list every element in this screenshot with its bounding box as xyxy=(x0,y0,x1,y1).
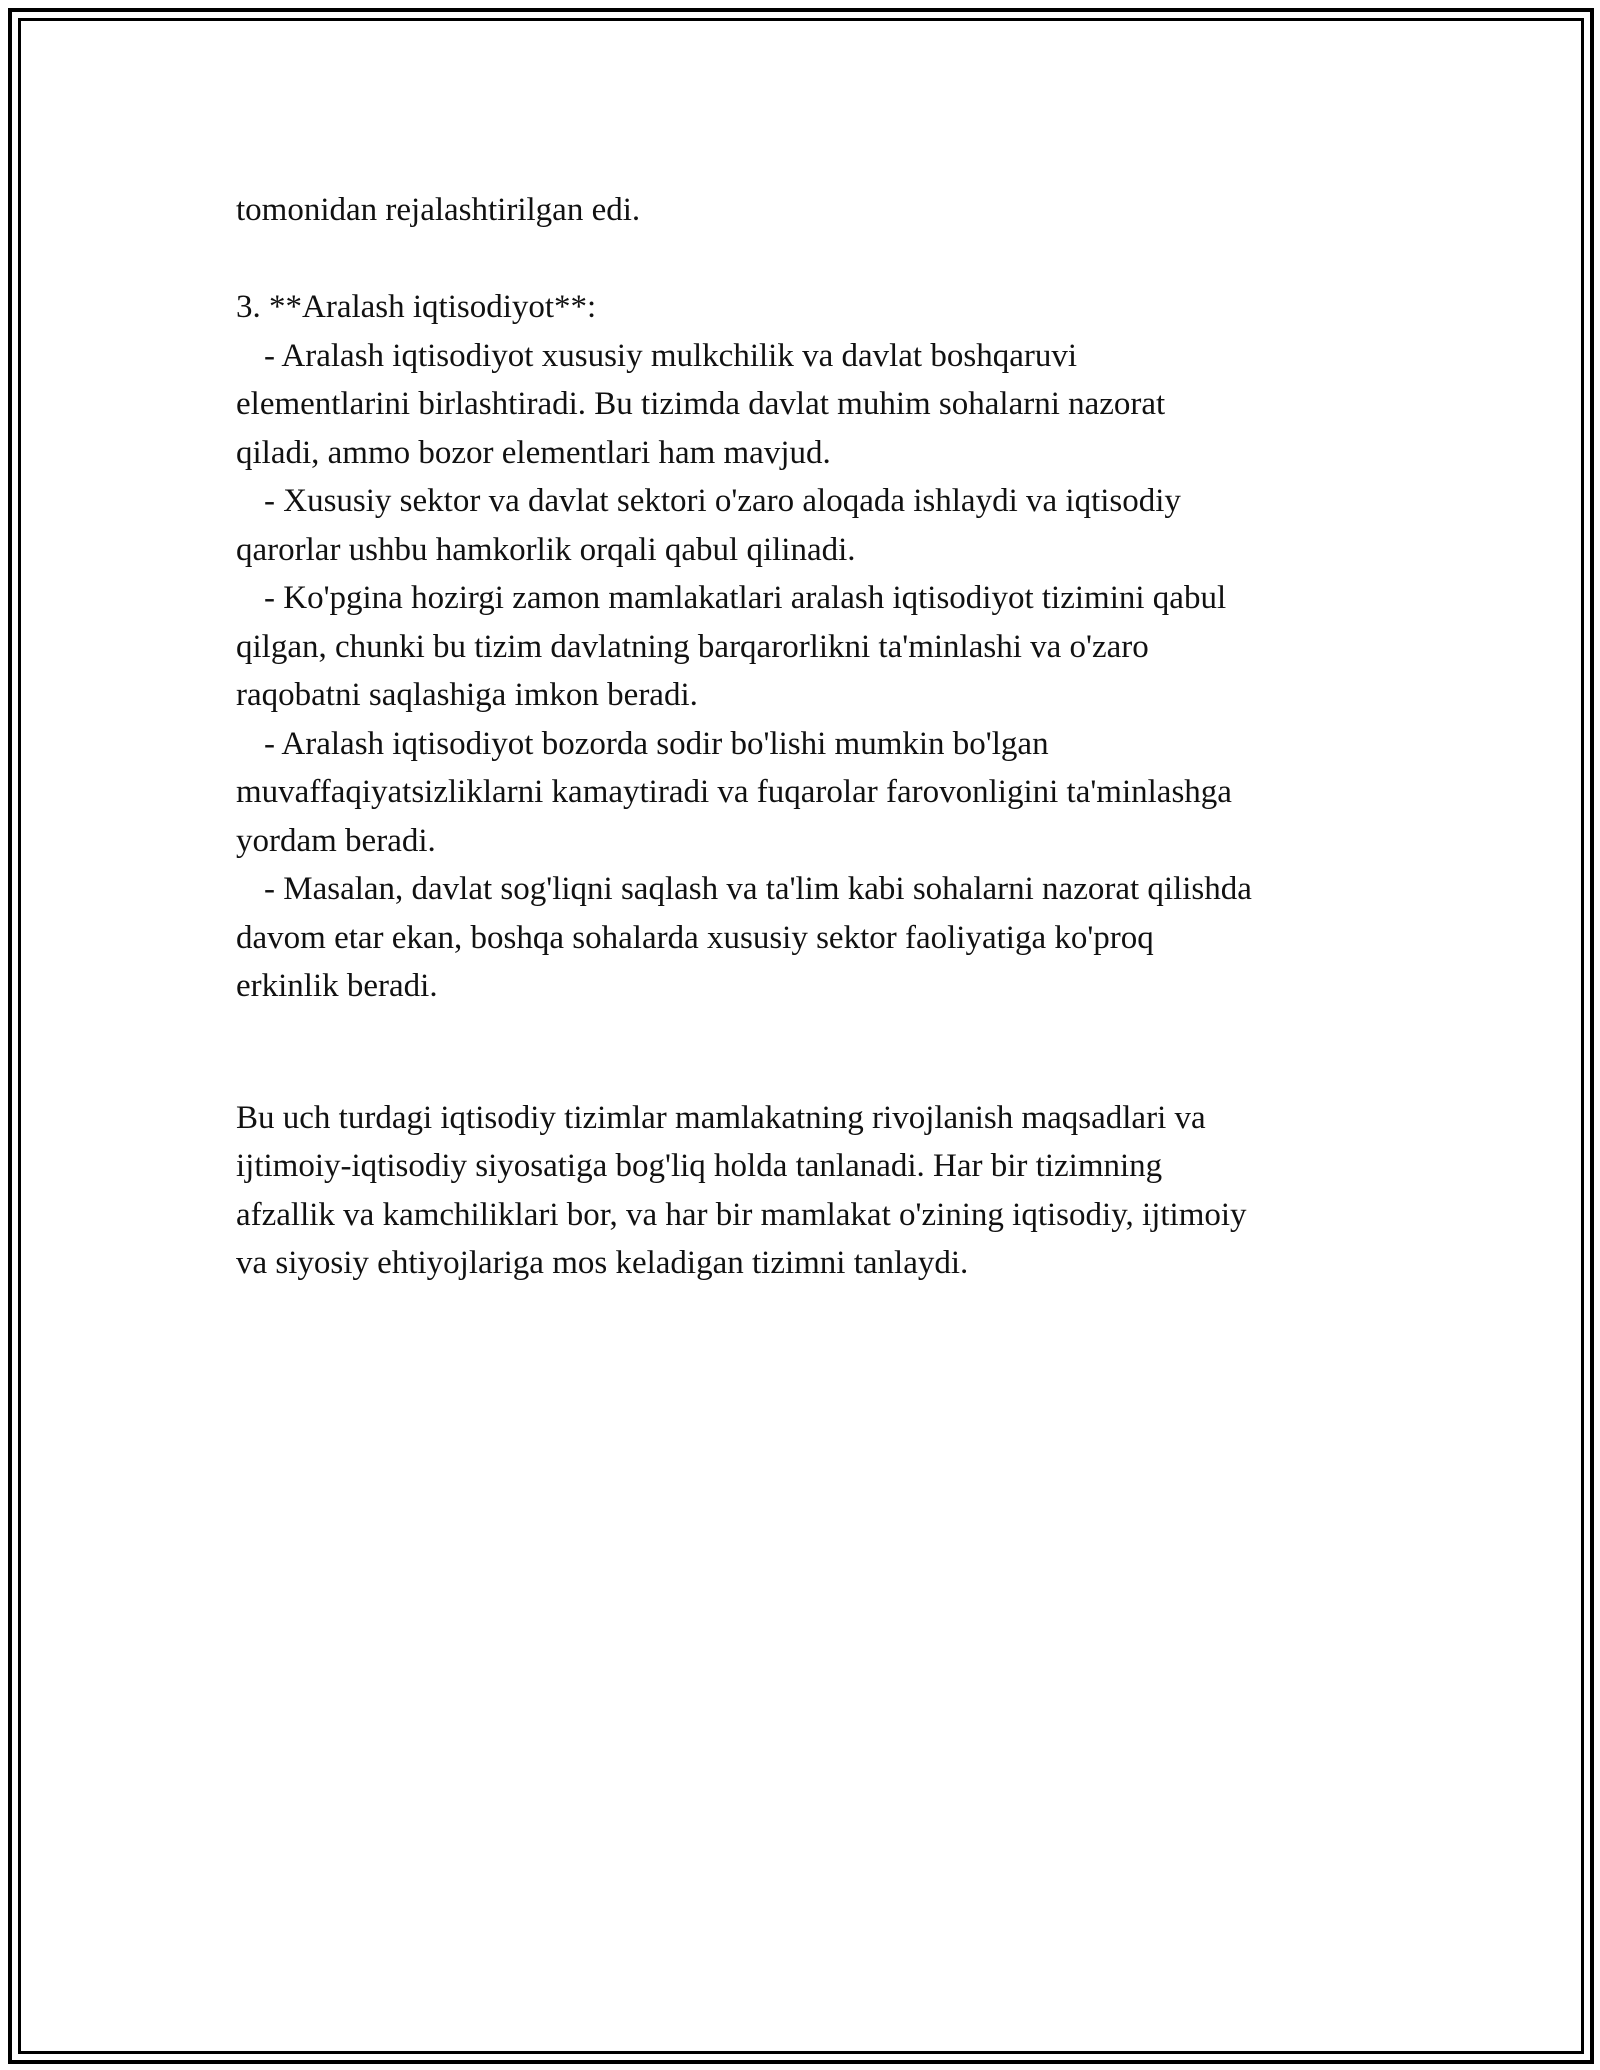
conclusion-line: Bu uch turdagi iqtisodiy tizimlar mamlakatning rivojlanish maqsadlari va xyxy=(236,1099,1206,1136)
bullet-line: elementlarini birlashtiradi. Bu tizimda davlat muhim sohalarni nazorat xyxy=(236,386,1166,422)
bullet-line: - Xususiy sektor va davlat sektori o'zaro aloqada ishlaydi va iqtisodiy xyxy=(264,483,1181,519)
bullet-line: yordam beradi. xyxy=(236,822,436,859)
bullet-line: - Masalan, davlat sog'liqni saqlash va ta'lim kabi sohalarni nazorat qilishda xyxy=(264,871,1252,907)
bullet-line: davom etar ekan, boshqa sohalarda xususiy sektor faoliyatiga ko'proq xyxy=(236,919,1154,956)
paragraph-gap xyxy=(236,1011,1376,1094)
bullet-line: - Aralash iqtisodiyot xususiy mulkchilik va davlat boshqaruvi xyxy=(264,337,1077,374)
bullet-line: muvaffaqiyatsizliklarni kamaytiradi va fuqarolar farovonligini ta'minlashga xyxy=(236,774,1232,810)
bullet-line: - Aralash iqtisodiyot bozorda sodir bo'lishi mumkin bo'lgan xyxy=(264,725,1049,762)
intro-line: tomonidan rejalashtirilgan edi. xyxy=(236,192,641,228)
conclusion-line: afzallik va kamchiliklari bor, va har bir mamlakat o'zining iqtisodiy, ijtimoiy xyxy=(236,1196,1247,1233)
bullet-line: erkinlik beradi. xyxy=(236,968,438,1004)
bullet-line: raqobatni saqlashiga imkon beradi. xyxy=(236,677,698,713)
conclusion-line: ijtimoiy-iqtisodiy siyosatiga bog'liq holda tanlanadi. Har bir tizimning xyxy=(236,1148,1163,1184)
bullet-line: qilgan, chunki bu tizim davlatning barqarorlikni ta'minlashi va o'zaro xyxy=(236,628,1149,665)
bullet-line: - Ko'pgina hozirgi zamon mamlakatlari aralash iqtisodiyot tizimini qabul xyxy=(264,580,1227,616)
bullet-line: qiladi, ammo bozor elementlari ham mavjud. xyxy=(236,434,831,471)
document-page xyxy=(236,186,1376,1288)
paragraph-gap xyxy=(236,235,1376,284)
conclusion-line: va siyosiy ehtiyojlariga mos keladigan tizimni tanlaydi. xyxy=(236,1245,969,1281)
section-heading: 3. **Aralash iqtisodiyot**: xyxy=(236,289,597,325)
bullet-line: qarorlar ushbu hamkorlik orqali qabul qilinadi. xyxy=(236,531,856,568)
